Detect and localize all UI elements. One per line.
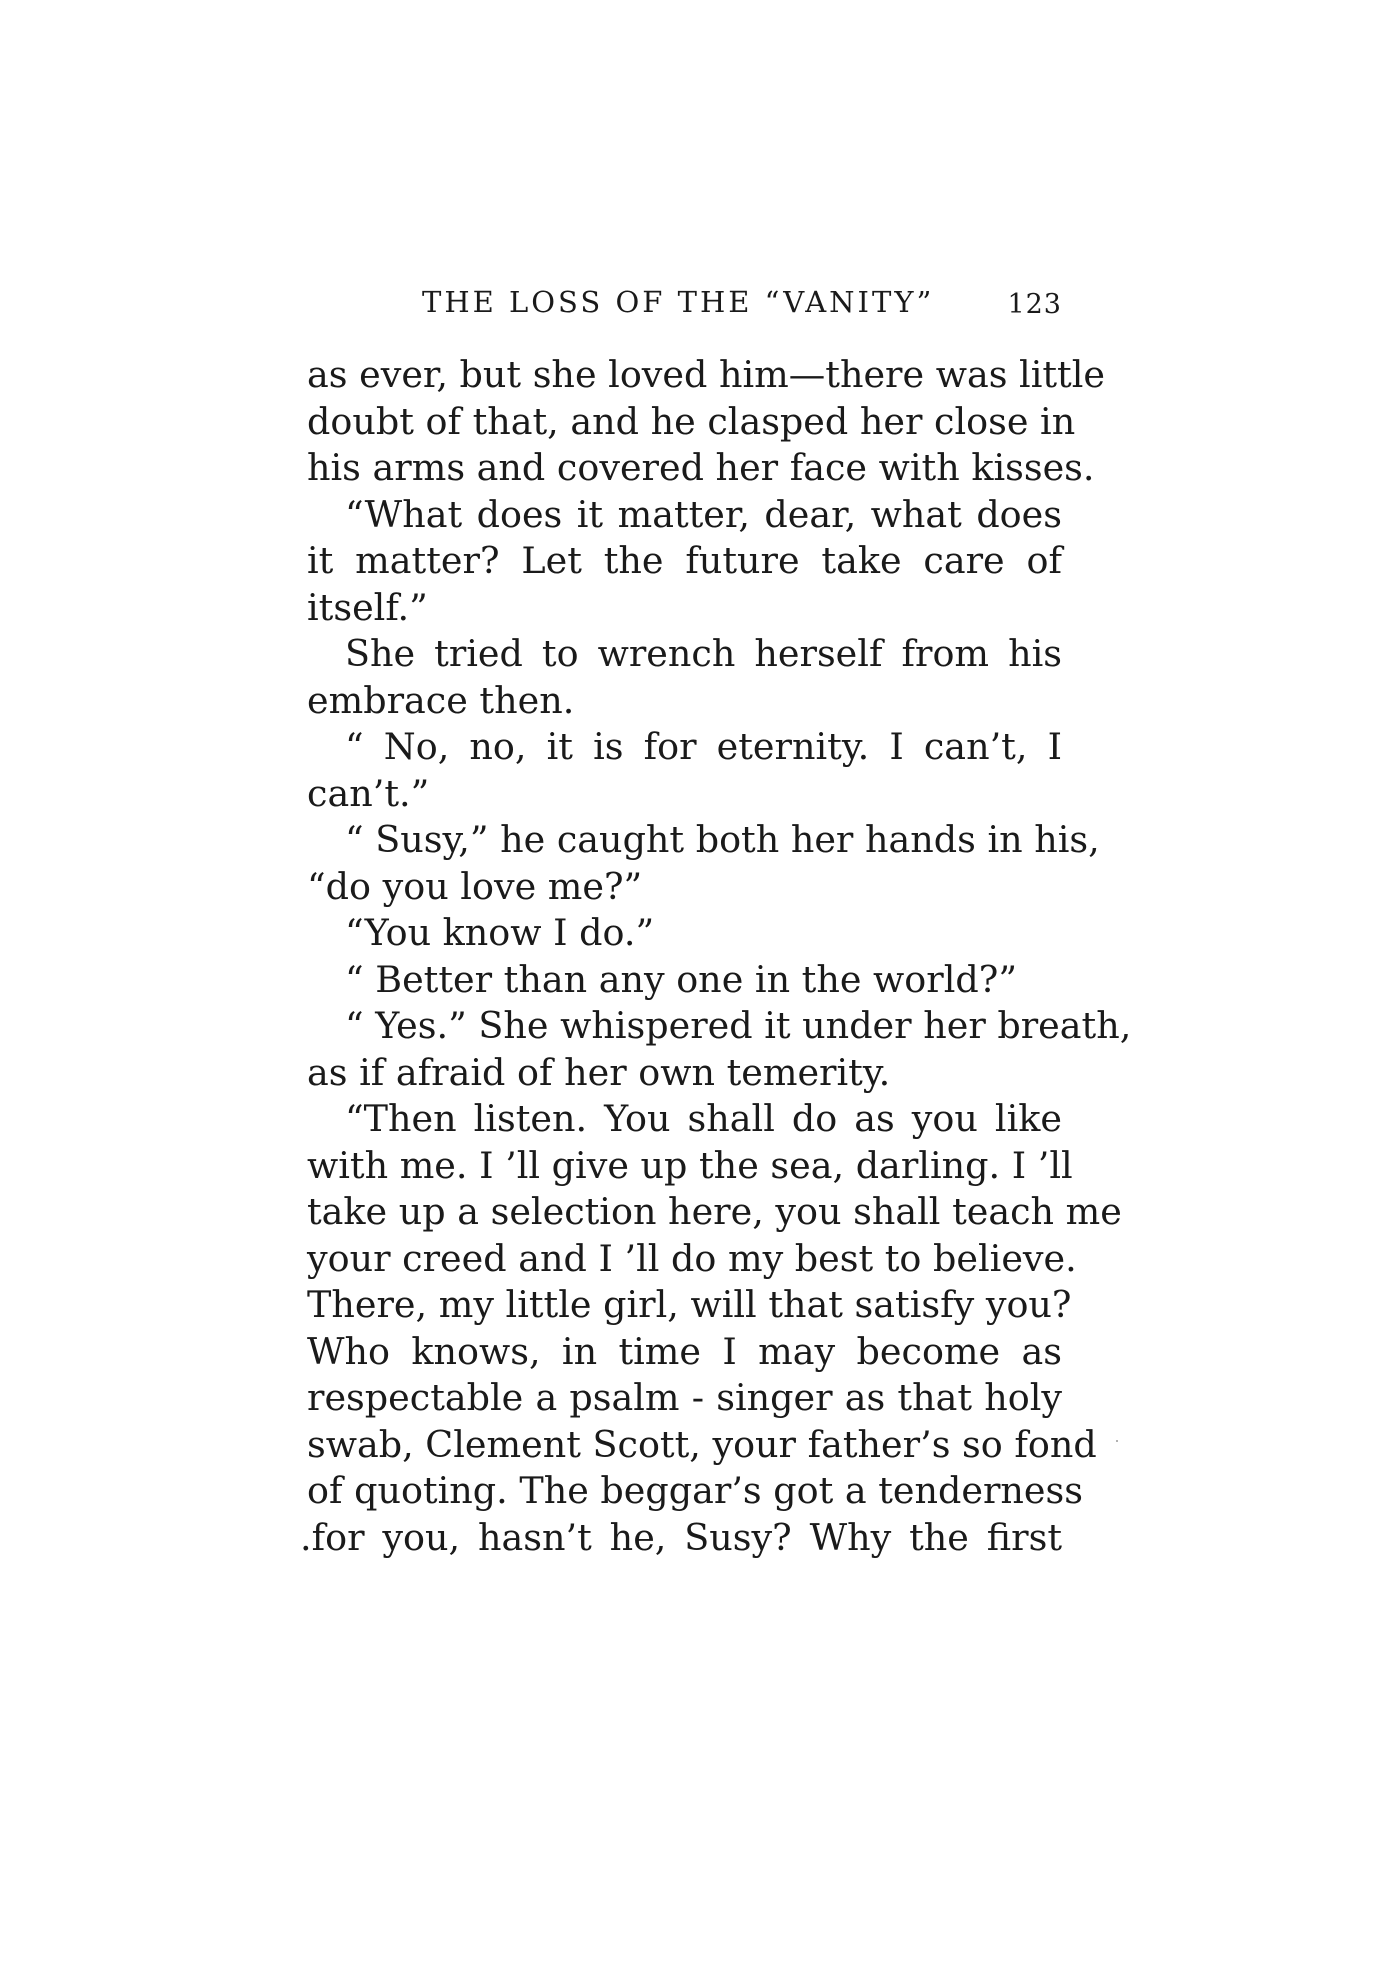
text-line: your creed and I ’ll do my best to believe.: [307, 1236, 1077, 1280]
text-line: embrace then.: [307, 678, 575, 722]
scan-speck: [1116, 1440, 1118, 1442]
text-line: as ever, but she loved him—there was little: [307, 353, 1105, 396]
body-text: [300, 352, 1132, 1561]
text-line: itself.”: [307, 585, 428, 629]
text-line: respectable a psalm - singer as that holy: [307, 1376, 1062, 1419]
text-line: .for you, hasn’t he, Susy? Why the first: [300, 1515, 1062, 1559]
page-number: 123: [1007, 289, 1062, 320]
text-line: as if afraid of her own temerity.: [307, 1050, 891, 1094]
text-line: with me. I ’ll give up the sea, darling. I ’ll: [307, 1143, 1073, 1187]
text-line: Who knows, in time I may become as: [307, 1329, 1062, 1373]
text-line: “Then listen. You shall do as you like: [345, 1097, 1062, 1140]
text-line: can’t.”: [307, 771, 430, 815]
text-line: “What does it matter, dear, what does: [345, 492, 1062, 536]
text-line: “ No, no, it is for eternity. I can’t, I: [345, 725, 1062, 768]
text-line: She tried to wrench herself from his: [345, 632, 1062, 675]
text-line: “ Yes.” She whispered it under her breath,: [345, 1004, 1132, 1047]
text-line: “ Better than any one in the world?”: [345, 957, 1017, 1001]
text-line: his arms and covered her face with kisses.: [307, 446, 1095, 489]
text-line: “ Susy,” he caught both her hands in his,: [345, 818, 1100, 861]
text-line: of quoting. The beggar’s got a tenderness: [307, 1469, 1083, 1512]
running-title: THE LOSS OF THE “VANITY”: [422, 285, 935, 319]
text-line: swab, Clement Scott, your father’s so fond: [307, 1422, 1097, 1466]
text-line: There, my little girl, will that satisfy you?: [307, 1283, 1072, 1326]
text-line: doubt of that, and he clasped her close in: [307, 399, 1076, 443]
running-head: [307, 285, 1062, 325]
text-line: “You know I do.”: [345, 911, 655, 954]
text-line: take up a selection here, you shall teach me: [307, 1190, 1122, 1233]
text-line: it matter? Let the future take care of: [307, 539, 1062, 582]
text-line: “do you love me?”: [307, 864, 643, 908]
